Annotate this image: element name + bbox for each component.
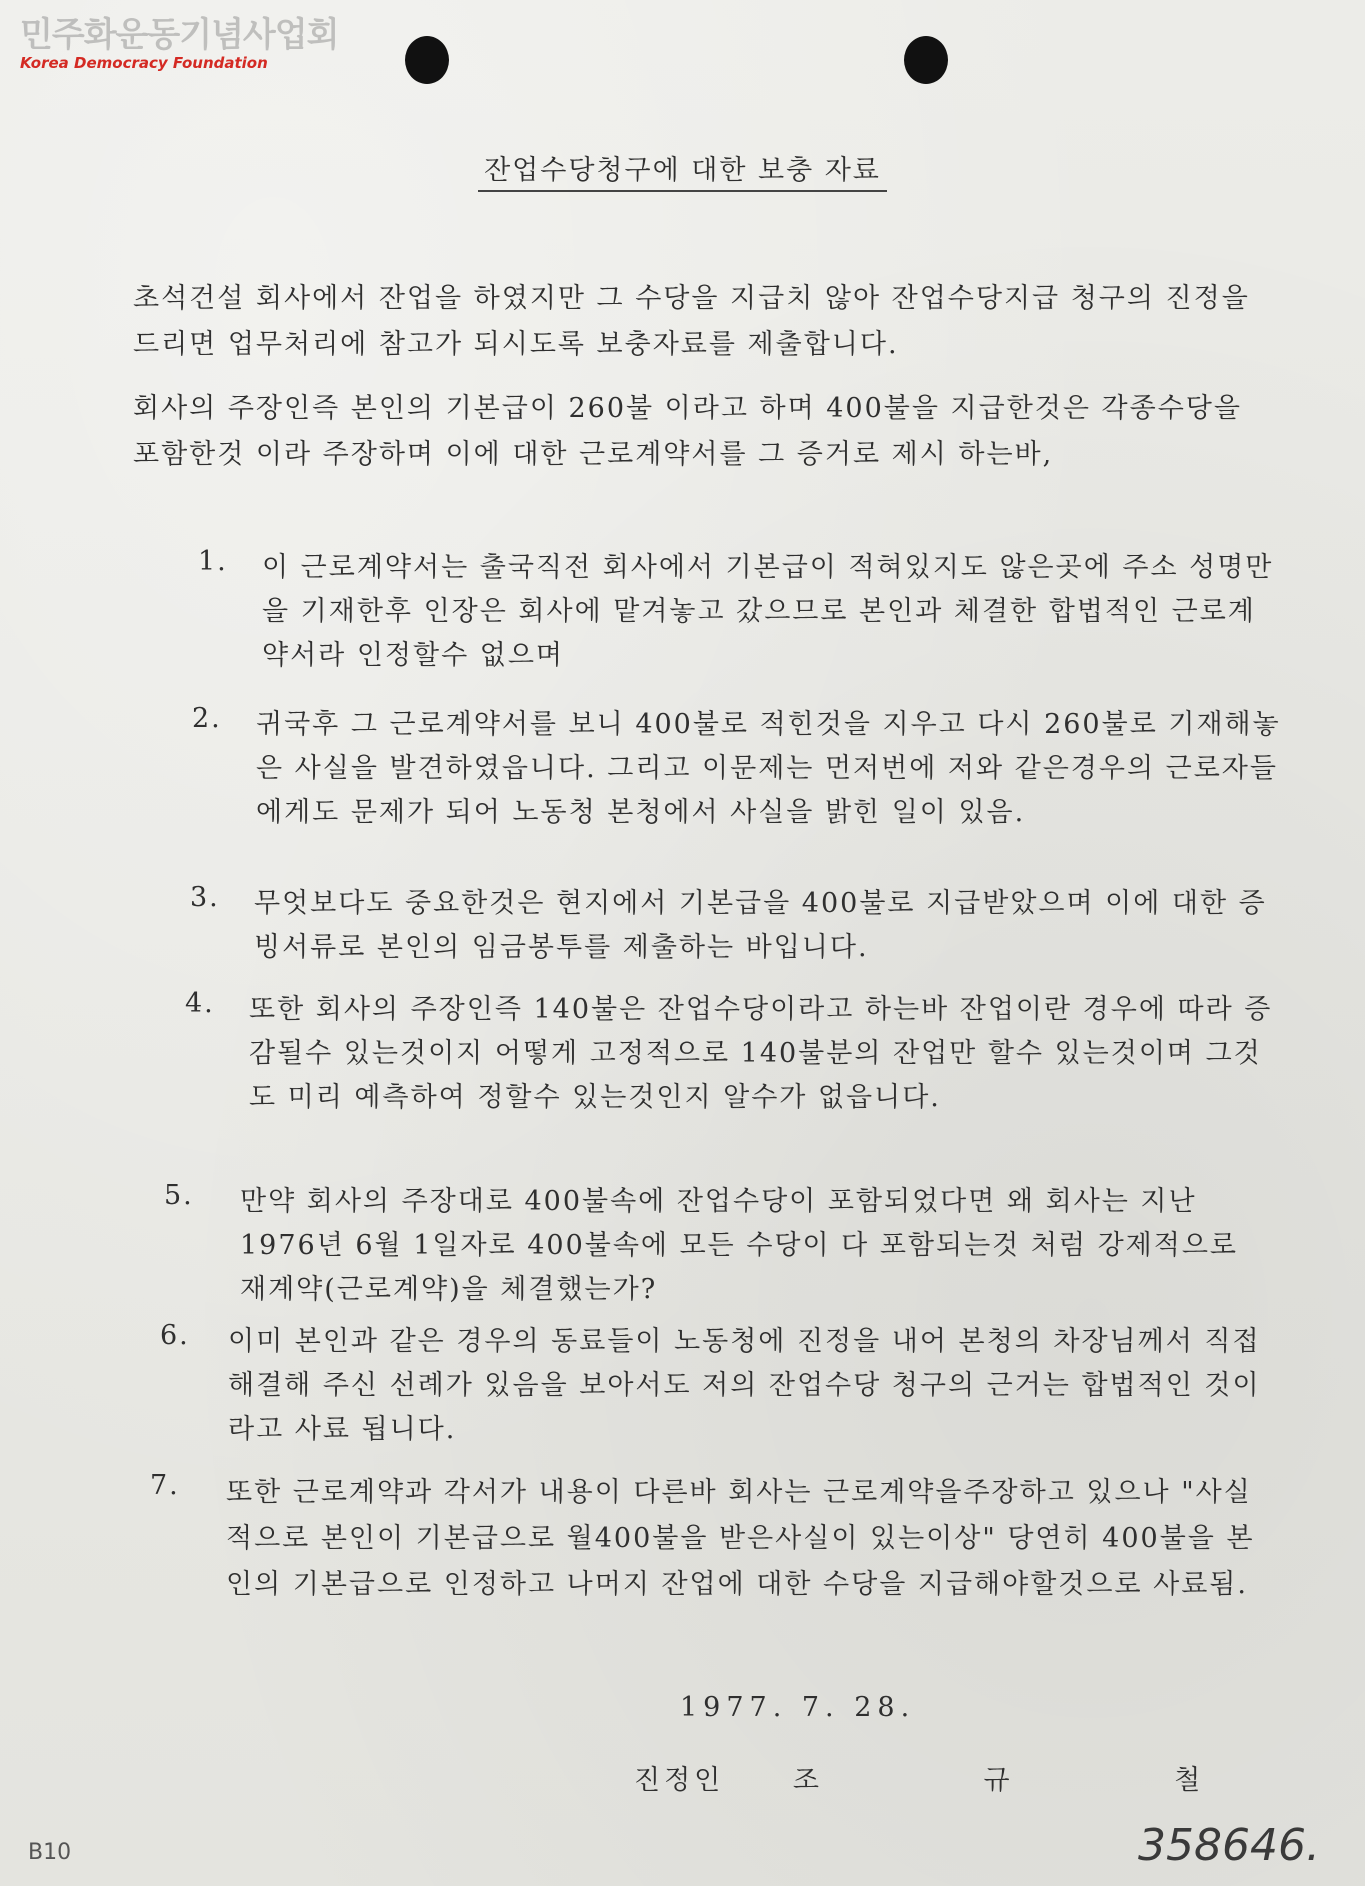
signer-line <box>634 1758 1278 1797</box>
list-item-text: 또한 회사의 주장인즉 140불은 잔업수당이라고 하는바 잔업이란 경우에 따라 증감될수 있는것이지 어떻게 고정적으로 140불분의 잔업만 할수 있는것이며 그것도 미리 예측하여 정할수 있는것인지 알수가 없읍니다. <box>249 994 1273 1113</box>
document-title-text: 잔업수당청구에 대한 보충 자료 <box>478 155 887 192</box>
list-item-text: 만약 회사의 주장대로 400불속에 잔업수당이 포함되었다면 왜 회사는 지난 1976년 6월 1일자로 400불속에 모든 수당이 다 포함되는것 처럼 강제적으로 재계약(근로계약)을 체결했는가? <box>240 1186 1238 1305</box>
intro-paragraph: 초석건설 회사에서 잔업을 하였지만 그 수당을 지급치 않아 잔업수당지급 청구의 진정을 드리면 업무처리에 참고가 되시도록 보충자료를 제출합니다. <box>133 283 1250 360</box>
document-date: 1977. 7. 28. <box>680 1692 916 1723</box>
list-item-number: 2. <box>192 703 222 734</box>
list-item <box>185 988 1283 1120</box>
claim-paragraph: 회사의 주장인즉 본인의 기본급이 260불 이라고 하며 400불을 지급한것은 각종수당을 포함한것 이라 주장하며 이에 대한 근로계약서를 그 증거로 제시 하는바, <box>133 393 1242 470</box>
watermark-english: Korea Democracy Foundation <box>20 53 268 72</box>
document-title <box>0 148 1365 187</box>
list-item <box>198 546 1278 678</box>
list-item-text: 이 근로계약서는 출국직전 회사에서 기본급이 적혀있지도 않은곳에 주소 성명만을 기재한후 인장은 회사에 맡겨놓고 갔으므로 본인과 체결한 합법적인 근로계약서라 인정할수 없으며 <box>262 552 1274 671</box>
list-item-number: 7. <box>150 1470 180 1501</box>
list-item-text: 또한 근로계약과 각서가 내용이 다른바 회사는 근로계약을주장하고 있으나 "사실적으로 본인이 기본급으로 월400불을 받은사실이 있는이상" 당연히 400불을 본인의 기본급으로 인정하고 나머지 잔업에 대한 수당을 지급해야할것으로 사료됨. <box>226 1477 1255 1600</box>
list-item <box>190 882 1282 970</box>
list-item-number: 3. <box>190 882 220 913</box>
signer-name: 조 규 철 <box>792 1765 1279 1796</box>
list-item-number: 4. <box>185 988 215 1019</box>
punch-hole-right <box>904 36 948 84</box>
punch-hole-left <box>405 36 449 84</box>
list-item-text: 이미 본인과 같은 경우의 동료들이 노동청에 진정을 내어 본청의 차장님께서 직접 해결해 주신 선례가 있음을 보아서도 저의 잔업수당 청구의 근거는 합법적인 것이라고 사료 됩니다. <box>228 1326 1261 1445</box>
archive-code-left: B10 <box>28 1840 72 1865</box>
watermark-korean: 민주화운동기념사업회 <box>20 15 339 55</box>
list-item-number: 6. <box>160 1320 190 1351</box>
foundation-watermark <box>20 15 339 72</box>
list-item <box>160 1320 1270 1452</box>
signer-label: 진정인 <box>634 1765 725 1796</box>
list-item <box>192 703 1282 835</box>
archive-code-handwritten: 358646. <box>1138 1820 1320 1871</box>
list-item-number: 1. <box>198 546 228 577</box>
list-item-text: 귀국후 그 근로계약서를 보니 400불로 적힌것을 지우고 다시 260불로 기재해놓은 사실을 발견하였읍니다. 그리고 이문제는 먼저번에 저와 같은경우의 근로자들에게도 문제가 되어 노동청 본청에서 사실을 밝힌 일이 있음. <box>256 709 1281 828</box>
list-item <box>164 1180 1264 1312</box>
list-item-number: 5. <box>164 1180 194 1211</box>
list-item <box>150 1470 1275 1608</box>
list-item-text: 무엇보다도 중요한것은 현지에서 기본급을 400불로 지급받았으며 이에 대한 증빙서류로 본인의 임금봉투를 제출하는 바입니다. <box>254 888 1267 963</box>
